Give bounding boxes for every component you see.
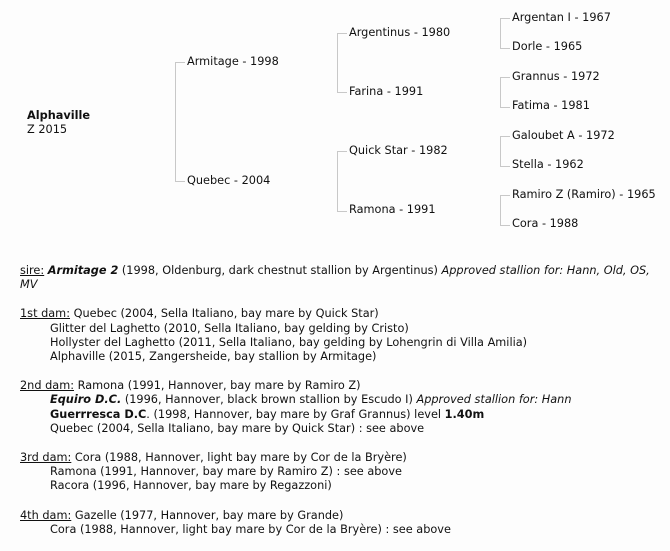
dam3-label: 3rd dam: bbox=[20, 451, 72, 465]
pedigree-gen3-5[interactable]: Galoubet A - 1972 bbox=[512, 129, 615, 142]
dam1-text: Quebec (2004, Sella Italiano, bay mare by Quick Star) bbox=[70, 307, 379, 321]
pedigree-gen3-4[interactable]: Fatima - 1981 bbox=[512, 99, 590, 112]
dam2-label: 2nd dam: bbox=[20, 379, 75, 393]
offspring-line: Alphaville (2015, Zangersheide, bay stallion by Armitage) bbox=[50, 350, 377, 364]
pedigree-gen3-3[interactable]: Grannus - 1972 bbox=[512, 70, 600, 83]
pedigree-gen3-7[interactable]: Ramiro Z (Ramiro) - 1965 bbox=[512, 188, 656, 201]
dam1-line bbox=[20, 307, 660, 321]
offspring-line: Quebec (2004, Sella Italiano, bay mare by Quick Star) : see above bbox=[50, 421, 425, 435]
offspring-line: Ramona (1991, Hannover, bay mare by Ramiro Z) : see above bbox=[50, 465, 402, 479]
bracket-gen1 bbox=[175, 62, 185, 182]
equiro-approved: Approved stallion for: Hann bbox=[416, 393, 572, 407]
sire-line bbox=[20, 264, 660, 292]
guerr-name: Guerrresca D.C bbox=[50, 407, 147, 421]
dam4-text: Gazelle (1977, Hannover, bay mare by Grande) bbox=[71, 508, 344, 522]
pedigree-gen3-8[interactable]: Cora - 1988 bbox=[512, 217, 579, 230]
equiro-details: (1996, Hannover, black brown stallion by Escudo I) bbox=[121, 393, 417, 407]
dam3-text: Cora (1988, Hannover, light bay mare by Cor de la Bryère) bbox=[71, 451, 407, 465]
guerr-details: . (1998, Hannover, bay mare by Graf Grannus) level bbox=[146, 407, 445, 421]
dam2-line bbox=[20, 379, 660, 393]
pedigree-gen3-6[interactable]: Stella - 1962 bbox=[512, 158, 584, 171]
subject-name: Alphaville bbox=[27, 109, 91, 122]
subject-breed-year: Z 2015 bbox=[27, 123, 68, 136]
offspring-line bbox=[20, 393, 660, 407]
pedigree-dam-dam[interactable]: Ramona - 1991 bbox=[349, 203, 436, 216]
offspring-line bbox=[20, 408, 660, 422]
dam1-label: 1st dam: bbox=[20, 307, 70, 321]
dam-line-description bbox=[20, 264, 660, 537]
offspring-line: Cora (1988, Hannover, light bay mare by Cor de la Bryère) : see above bbox=[50, 522, 451, 536]
offspring-line: Racora (1996, Hannover, bay mare by Regazzoni) bbox=[50, 479, 332, 493]
bracket-gen2-b bbox=[337, 151, 347, 212]
dam4-line bbox=[20, 509, 660, 523]
sire-details: (1998, Oldenburg, dark chestnut stallion by Argentinus) bbox=[118, 264, 442, 277]
equiro-name: Equiro D.C. bbox=[50, 393, 122, 407]
subject bbox=[27, 109, 90, 137]
guerr-level: 1.40m bbox=[444, 407, 485, 421]
bracket-gen3-a bbox=[500, 18, 510, 49]
bracket-gen2-a bbox=[337, 33, 347, 93]
sire-name: Armitage 2 bbox=[47, 264, 119, 277]
dam2-text: Ramona (1991, Hannover, bay mare by Ramiro Z) bbox=[74, 379, 361, 393]
sire-approved: Approved stallion for: Hann, Old, OS, MV bbox=[20, 264, 650, 292]
pedigree-sire-dam[interactable]: Farina - 1991 bbox=[349, 85, 424, 98]
pedigree-sire-sire[interactable]: Argentinus - 1980 bbox=[349, 26, 451, 39]
dam3-line bbox=[20, 451, 660, 465]
offspring-line: Glitter del Laghetto (2010, Sella Italiano, bay gelding by Cristo) bbox=[50, 321, 409, 335]
dam4-label: 4th dam: bbox=[20, 508, 72, 522]
offspring-line: Hollyster del Laghetto (2011, Sella Italiano, bay gelding by Lohengrin di Villa Amilia) bbox=[50, 335, 528, 349]
bracket-gen3-c bbox=[500, 136, 510, 167]
pedigree-gen3-2[interactable]: Dorle - 1965 bbox=[512, 40, 583, 53]
pedigree-dam-sire[interactable]: Quick Star - 1982 bbox=[349, 144, 448, 157]
pedigree-sire[interactable]: Armitage - 1998 bbox=[187, 55, 279, 68]
bracket-gen3-d bbox=[500, 195, 510, 226]
pedigree-gen3-1[interactable]: Argentan I - 1967 bbox=[512, 11, 611, 24]
bracket-gen3-b bbox=[500, 77, 510, 108]
sire-label: sire: bbox=[20, 264, 45, 277]
pedigree-dam[interactable]: Quebec - 2004 bbox=[187, 174, 271, 187]
